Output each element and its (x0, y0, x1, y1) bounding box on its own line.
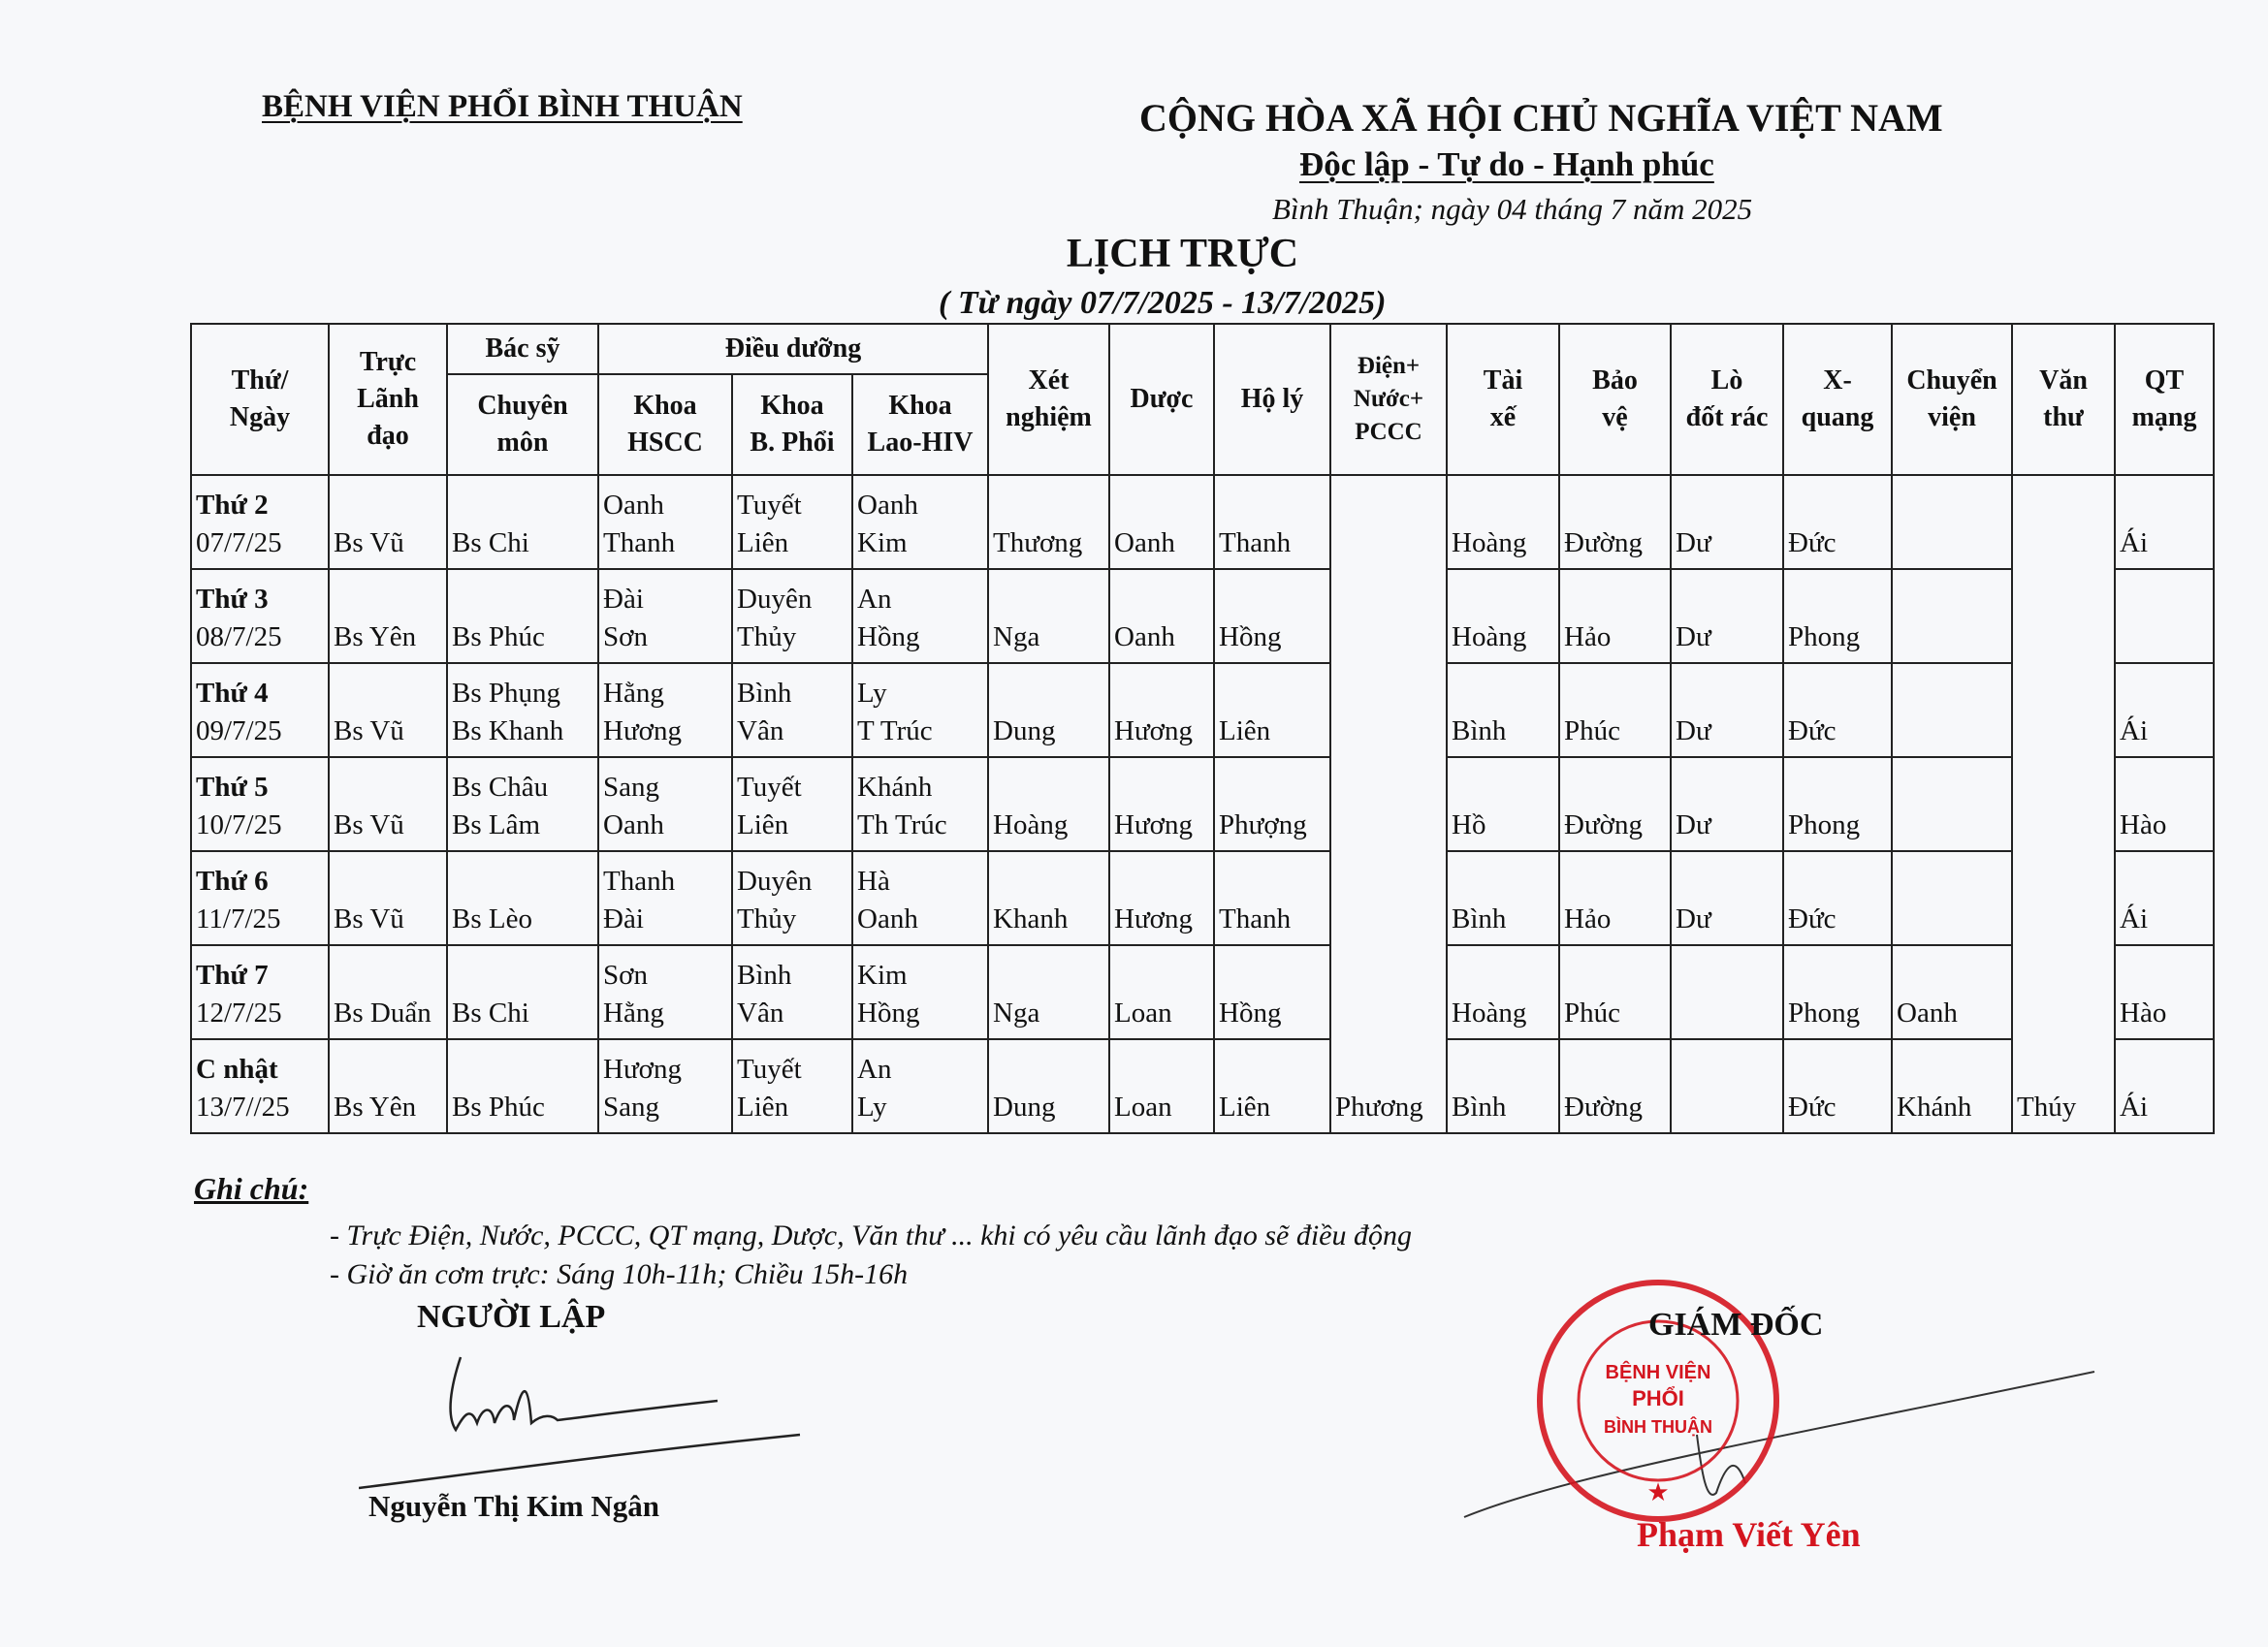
network-cell: Ái (2115, 1039, 2214, 1133)
note-item: - Trực Điện, Nước, PCCC, QT mạng, Dược, Văn thư ... khi có yêu cầu lãnh đạo sẽ điều động (330, 1219, 1412, 1251)
laohiv-cell: Ly T Trúc (852, 663, 988, 757)
hscc-cell: Thanh Đài (598, 851, 732, 945)
laohiv-cell: An Hồng (852, 569, 988, 663)
doctor-cell: Bs Phúc (447, 1039, 598, 1133)
stamp-line: BỆNH VIỆN (1605, 1362, 1711, 1383)
orderly-cell: Thanh (1214, 851, 1330, 945)
place-date: Bình Thuận; ngày 04 tháng 7 năm 2025 (1272, 192, 1753, 226)
document-title (0, 231, 2268, 277)
leader-cell: Bs Vũ (329, 757, 447, 851)
col-group-nurse: Điều dưỡng (598, 324, 988, 374)
preparer-signature (359, 1338, 815, 1493)
hscc-cell: Hằng Hương (598, 663, 732, 757)
leader-cell: Bs Vũ (329, 475, 447, 569)
orderly-cell: Liên (1214, 1039, 1330, 1133)
security-cell: Đường (1559, 757, 1671, 851)
table-row (191, 475, 2214, 569)
clerk-cell: Thúy (2012, 475, 2115, 1133)
lab-cell: Nga (988, 569, 1109, 663)
network-cell: Ái (2115, 851, 2214, 945)
orderly-cell: Hồng (1214, 945, 1330, 1039)
xray-cell: Phong (1783, 757, 1892, 851)
col-leader: Trực Lãnh đạo (329, 324, 447, 475)
col-lab: Xét nghiệm (988, 324, 1109, 475)
pharmacy-cell: Oanh (1109, 475, 1214, 569)
preparer-title: NGƯỜI LẬP (417, 1299, 606, 1335)
pharmacy-cell: Loan (1109, 945, 1214, 1039)
leader-cell: Bs Vũ (329, 851, 447, 945)
driver-cell: Hoàng (1447, 945, 1559, 1039)
transfer-cell (1892, 851, 2012, 945)
network-cell: Ái (2115, 475, 2214, 569)
col-pharmacy: Dược (1109, 324, 1214, 475)
driver-cell: Hồ (1447, 757, 1559, 851)
xray-cell: Phong (1783, 945, 1892, 1039)
lab-cell: Nga (988, 945, 1109, 1039)
incinerator-cell: Dư (1671, 757, 1783, 851)
xray-cell: Phong (1783, 569, 1892, 663)
laohiv-cell: An Ly (852, 1039, 988, 1133)
col-security: Bảo vệ (1559, 324, 1671, 475)
col-laohiv: Khoa Lao-HIV (852, 374, 988, 475)
xray-cell: Đức (1783, 851, 1892, 945)
col-bphoi: Khoa B. Phổi (732, 374, 852, 475)
leader-cell: Bs Yên (329, 569, 447, 663)
table-row (191, 569, 2214, 663)
security-cell: Đường (1559, 475, 1671, 569)
col-utility: Điện+ Nước+ PCCC (1330, 324, 1447, 475)
table-row (191, 757, 2214, 851)
duty-schedule-table (190, 323, 2215, 1134)
director-title: GIÁM ĐỐC (1648, 1307, 1824, 1343)
national-motto: Độc lập - Tự do - Hạnh phúc (1299, 145, 1714, 183)
table-row (191, 851, 2214, 945)
hscc-cell: Hương Sang (598, 1039, 732, 1133)
pharmacy-cell: Hương (1109, 757, 1214, 851)
network-cell (2115, 569, 2214, 663)
col-doctor: Chuyên môn (447, 374, 598, 475)
doctor-cell: Bs Châu Bs Lâm (447, 757, 598, 851)
orderly-cell: Phượng (1214, 757, 1330, 851)
bphoi-cell: Bình Vân (732, 663, 852, 757)
bphoi-cell: Tuyết Liên (732, 1039, 852, 1133)
incinerator-cell: Dư (1671, 663, 1783, 757)
xray-cell: Đức (1783, 1039, 1892, 1133)
security-cell: Hảo (1559, 851, 1671, 945)
col-transfer: Chuyển viện (1892, 324, 2012, 475)
laohiv-cell: Kim Hồng (852, 945, 988, 1039)
incinerator-cell: Dư (1671, 475, 1783, 569)
date-range: ( Từ ngày 07/7/2025 - 13/7/2025) (939, 285, 1387, 321)
security-cell: Đường (1559, 1039, 1671, 1133)
col-hscc: Khoa HSCC (598, 374, 732, 475)
day-cell: Thứ 7 12/7/25 (191, 945, 329, 1039)
doctor-cell: Bs Lèo (447, 851, 598, 945)
lab-cell: Khanh (988, 851, 1109, 945)
security-cell: Phúc (1559, 945, 1671, 1039)
driver-cell: Hoàng (1447, 475, 1559, 569)
bphoi-cell: Duyên Thủy (732, 851, 852, 945)
lab-cell: Hoàng (988, 757, 1109, 851)
col-xray: X- quang (1783, 324, 1892, 475)
laohiv-cell: Oanh Kim (852, 475, 988, 569)
incinerator-cell: Dư (1671, 569, 1783, 663)
laohiv-cell: Hà Oanh (852, 851, 988, 945)
lab-cell: Dung (988, 663, 1109, 757)
col-network: QT mạng (2115, 324, 2214, 475)
security-cell: Hảo (1559, 569, 1671, 663)
transfer-cell: Oanh (1892, 945, 2012, 1039)
incinerator-cell (1671, 945, 1783, 1039)
stamp-line: BÌNH THUẬN (1604, 1417, 1712, 1437)
note-item: - Giờ ăn cơm trực: Sáng 10h-11h; Chiều 15h-16h (330, 1258, 909, 1290)
col-driver: Tài xế (1447, 324, 1559, 475)
day-cell: Thứ 2 07/7/25 (191, 475, 329, 569)
title-text: LỊCH TRỰC (1066, 232, 1299, 276)
transfer-cell (1892, 569, 2012, 663)
day-cell: Thứ 5 10/7/25 (191, 757, 329, 851)
leader-cell: Bs Vũ (329, 663, 447, 757)
stamp-line: PHỔI (1632, 1386, 1684, 1410)
bphoi-cell: Bình Vân (732, 945, 852, 1039)
hscc-cell: Sang Oanh (598, 757, 732, 851)
col-group-doctor: Bác sỹ (447, 324, 598, 374)
transfer-cell: Khánh (1892, 1039, 2012, 1133)
incinerator-cell (1671, 1039, 1783, 1133)
table-row (191, 1039, 2214, 1133)
doctor-cell: Bs Chi (447, 475, 598, 569)
lab-cell: Thương (988, 475, 1109, 569)
table-row (191, 945, 2214, 1039)
doctor-cell: Bs Chi (447, 945, 598, 1039)
xray-cell: Đức (1783, 475, 1892, 569)
pharmacy-cell: Oanh (1109, 569, 1214, 663)
hospital-name: BỆNH VIỆN PHỔI BÌNH THUẬN (262, 89, 743, 124)
network-cell: Ái (2115, 663, 2214, 757)
hscc-cell: Oanh Thanh (598, 475, 732, 569)
bphoi-cell: Tuyết Liên (732, 757, 852, 851)
pharmacy-cell: Hương (1109, 851, 1214, 945)
national-title: CỘNG HÒA XÃ HỘI CHỦ NGHĨA VIỆT NAM (1139, 96, 1943, 140)
col-incinerator: Lò đốt rác (1671, 324, 1783, 475)
svg-text:★: ★ (1646, 1478, 1670, 1506)
driver-cell: Hoàng (1447, 569, 1559, 663)
network-cell: Hào (2115, 757, 2214, 851)
day-cell: C nhật 13/7//25 (191, 1039, 329, 1133)
bphoi-cell: Tuyết Liên (732, 475, 852, 569)
day-cell: Thứ 4 09/7/25 (191, 663, 329, 757)
doctor-cell: Bs Phụng Bs Khanh (447, 663, 598, 757)
driver-cell: Bình (1447, 851, 1559, 945)
table-row (191, 663, 2214, 757)
notes-title: Ghi chú: (194, 1171, 309, 1206)
lab-cell: Dung (988, 1039, 1109, 1133)
pharmacy-cell: Loan (1109, 1039, 1214, 1133)
hscc-cell: Đài Sơn (598, 569, 732, 663)
table-header (191, 324, 2214, 475)
pharmacy-cell: Hương (1109, 663, 1214, 757)
col-clerk: Văn thư (2012, 324, 2115, 475)
orderly-cell: Liên (1214, 663, 1330, 757)
utility-cell: Phương (1330, 475, 1447, 1133)
director-name: Phạm Viết Yên (1637, 1515, 1861, 1554)
security-cell: Phúc (1559, 663, 1671, 757)
incinerator-cell: Dư (1671, 851, 1783, 945)
transfer-cell (1892, 475, 2012, 569)
leader-cell: Bs Duẩn (329, 945, 447, 1039)
network-cell: Hào (2115, 945, 2214, 1039)
bphoi-cell: Duyên Thủy (732, 569, 852, 663)
day-cell: Thứ 6 11/7/25 (191, 851, 329, 945)
laohiv-cell: Khánh Th Trúc (852, 757, 988, 851)
hscc-cell: Sơn Hằng (598, 945, 732, 1039)
transfer-cell (1892, 663, 2012, 757)
transfer-cell (1892, 757, 2012, 851)
orderly-cell: Thanh (1214, 475, 1330, 569)
doctor-cell: Bs Phúc (447, 569, 598, 663)
col-day: Thứ/ Ngày (191, 324, 329, 475)
leader-cell: Bs Yên (329, 1039, 447, 1133)
col-orderly: Hộ lý (1214, 324, 1330, 475)
day-cell: Thứ 3 08/7/25 (191, 569, 329, 663)
driver-cell: Bình (1447, 1039, 1559, 1133)
table-body (191, 475, 2214, 1133)
driver-cell: Bình (1447, 663, 1559, 757)
preparer-name: Nguyễn Thị Kim Ngân (368, 1489, 660, 1523)
orderly-cell: Hồng (1214, 569, 1330, 663)
xray-cell: Đức (1783, 663, 1892, 757)
